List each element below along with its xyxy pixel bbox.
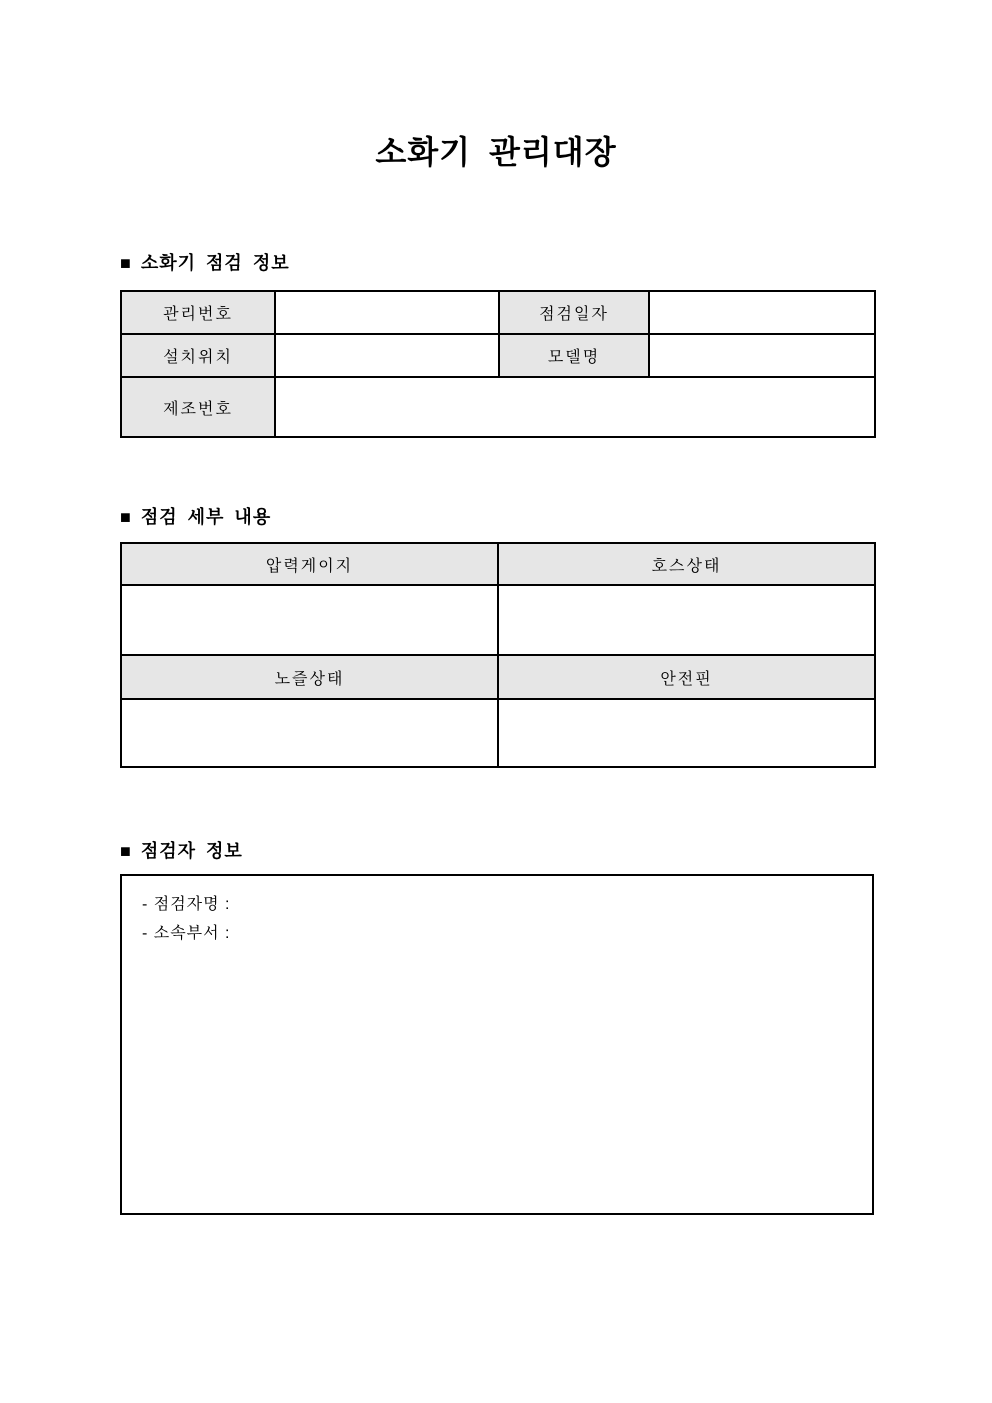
label-manufacture-number: 제조번호: [121, 377, 275, 437]
label-safety-pin: 안전핀: [498, 655, 875, 699]
inspection-info-table: [120, 290, 876, 438]
label-hose-condition: 호스상태: [498, 543, 875, 585]
field-nozzle-condition[interactable]: [121, 699, 498, 767]
field-management-number[interactable]: [275, 291, 499, 334]
inspector-department-line: - 소속부서 :: [142, 925, 231, 942]
field-pressure-gauge[interactable]: [121, 585, 498, 655]
section-heading-inspector-info-label: 점검자 정보: [140, 841, 243, 861]
section-heading-inspection-detail: [120, 506, 271, 528]
field-model-name[interactable]: [649, 334, 875, 377]
label-nozzle-condition: 노즐상태: [121, 655, 498, 699]
field-safety-pin[interactable]: [498, 699, 875, 767]
inspector-name-line: - 점검자명 :: [142, 896, 231, 913]
section-heading-inspector-info: [120, 840, 243, 862]
field-manufacture-number[interactable]: [275, 377, 875, 437]
table-row: [121, 377, 875, 437]
field-hose-condition[interactable]: [498, 585, 875, 655]
table-row: [121, 655, 875, 699]
inspection-detail-table: [120, 542, 876, 768]
label-inspection-date: 점검일자: [499, 291, 649, 334]
label-management-number: 관리번호: [121, 291, 275, 334]
label-install-location: 설치위치: [121, 334, 275, 377]
label-model-name: 모델명: [499, 334, 649, 377]
table-row: [121, 334, 875, 377]
section-bullet-icon: ■: [120, 253, 132, 273]
section-heading-inspection-info-label: 소화기 점검 정보: [140, 253, 290, 273]
table-row: [121, 585, 875, 655]
table-row: [121, 291, 875, 334]
section-bullet-icon: ■: [120, 507, 132, 527]
table-row: [121, 699, 875, 767]
section-bullet-icon: ■: [120, 841, 132, 861]
document-title: 소화기 관리대장: [375, 134, 617, 170]
inspector-info-box[interactable]: [120, 874, 874, 1215]
label-pressure-gauge: 압력게이지: [121, 543, 498, 585]
field-install-location[interactable]: [275, 334, 499, 377]
section-heading-inspection-info: [120, 252, 290, 274]
field-inspection-date[interactable]: [649, 291, 875, 334]
section-heading-inspection-detail-label: 점검 세부 내용: [140, 507, 272, 527]
table-row: [121, 543, 875, 585]
